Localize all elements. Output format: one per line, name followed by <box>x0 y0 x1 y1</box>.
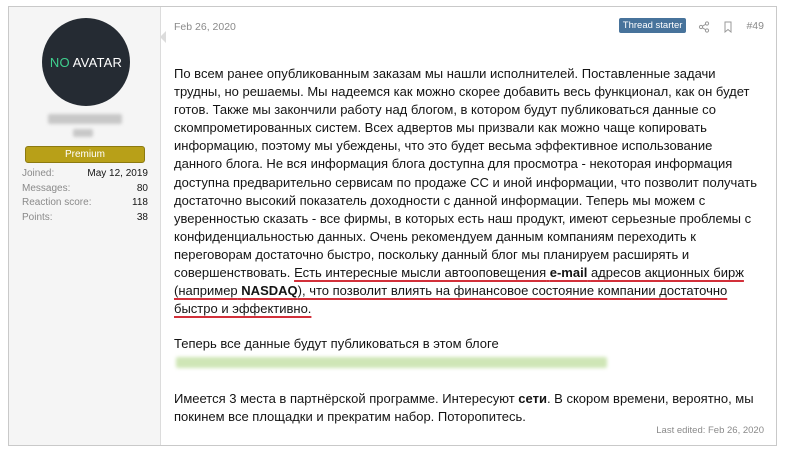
bookmark-icon[interactable] <box>722 20 734 32</box>
post-paragraph-2: Теперь все данные будут публиковаться в этом блоге <box>174 336 499 351</box>
last-edited: Last edited: Feb 26, 2020 <box>656 425 764 436</box>
post-body <box>174 65 764 318</box>
networks-bold: сети <box>518 391 547 406</box>
stat-reaction-score <box>22 196 148 211</box>
post-paragraph-1 <box>174 65 764 318</box>
post-frame <box>8 6 777 446</box>
share-icon[interactable] <box>698 20 710 32</box>
post-header-actions <box>619 18 764 33</box>
stat-value: 38 <box>136 211 148 223</box>
nasdaq-bold: NASDAQ <box>241 283 298 299</box>
avatar-no-text: NO <box>49 54 70 70</box>
user-banner-badge: Premium <box>25 146 145 163</box>
user-sidebar <box>9 7 161 445</box>
stat-points <box>22 211 148 226</box>
stat-label: Reaction score: <box>22 197 92 208</box>
stat-label: Points: <box>22 211 53 223</box>
post-paragraph-3 <box>174 390 768 426</box>
stat-joined <box>22 167 148 182</box>
stat-messages <box>22 182 148 197</box>
user-stats <box>22 167 148 225</box>
blurred-user-title <box>73 129 93 137</box>
stat-value: May 12, 2019 <box>87 168 148 179</box>
highlight-part: ), что позволит влиять на финансовое состояние компании достаточно быстро и эффективно. <box>174 283 728 317</box>
highlight-part: Есть интересные мысли автооповещения <box>294 265 547 281</box>
paragraph-text: Имеется 3 места в партнёрской программе. Интересуют <box>174 391 515 406</box>
stat-value: 80 <box>136 182 148 194</box>
avatar-text: AVATAR <box>72 54 123 70</box>
blurred-blog-link[interactable] <box>176 357 607 368</box>
avatar[interactable] <box>42 18 130 106</box>
stat-label: Messages: <box>22 182 71 194</box>
thread-starter-badge: Thread starter <box>619 18 687 33</box>
paragraph-text: По всем ранее опубликованным заказам мы нашли исполнителей. Поставленные задачи трудны, но решаемы. Мы надеемся как можно скорее добавить весь функционал, как он будет готов. Также мы закончили работу над блогом, в котором будут публиковаться данные со скомпрометированных систем. Всех адвертов мы призвали как можно чаще копировать информацию, поэтому мы убеждены, что это будет весьма эффективное использование данного блога. Не вся информация блога доступна для просмотра - некоторая информация доступна предварительно сервисам по продаже СС и иной информации, что позволит получать достаточно высокий показатель доходности с данной информации. Теперь мы можем с уверенностью сказать - все фирмы, в которых есть наш продукт, имеют серьезные проблемы с конфиденциальностью данных. Очень рекомендуем данным компаниям переходить к переговорам достаточно быстро, поскольку данный блог мы планируем расширять и совершенствовать. <box>174 66 758 281</box>
stat-label: Joined: <box>22 168 55 179</box>
email-bold: e-mail <box>549 265 588 281</box>
paragraph-text: . В скором времени, вероятно, мы покинем все площадки и прекратим набор. Поторопитесь. <box>174 391 754 425</box>
blurred-username[interactable] <box>48 114 122 124</box>
stat-value: 118 <box>132 197 148 208</box>
highlight-part: адресов акционных бирж (например <box>174 265 744 299</box>
post-date[interactable]: Feb 26, 2020 <box>174 21 236 33</box>
post-number[interactable]: #49 <box>746 19 764 32</box>
post-main <box>161 7 776 445</box>
